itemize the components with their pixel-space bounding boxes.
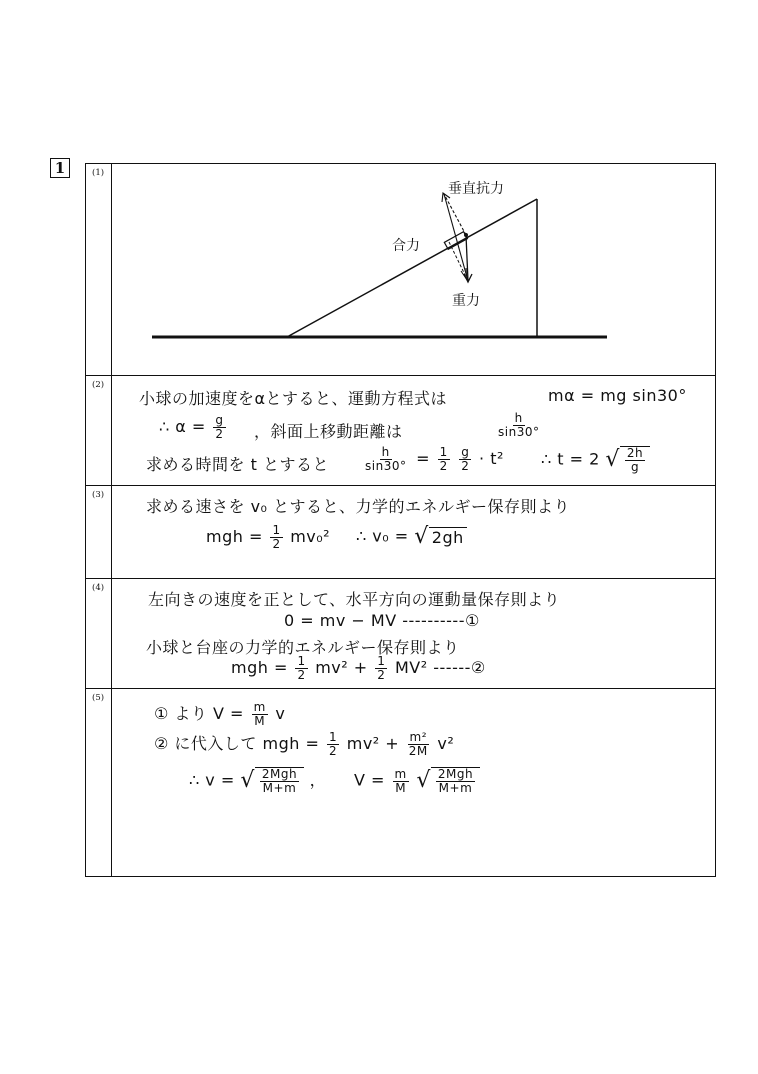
p5-line2-eq: ② に代入して mgh = $\frac{1}{2}$ mv² + $\frac{\text{m²}}{2M}$ v² [154,730,455,758]
p4-line2-eq: 0 = mv − MV ----------① [284,611,480,630]
p2-line2-frac: $\frac{h}{\sin 30^\circ}$ [498,411,540,439]
p4-line1-text: 左向きの速度を正として、水平方向の運動量保存則より [148,590,561,609]
p3-line2-result: ∴ v₀ = √ 2gh [356,526,467,548]
part-number: (4) [92,583,105,593]
part-number: (5) [92,693,105,703]
normal-force-label: 垂直抗力 [448,181,504,197]
p4-line3-text: 小球と台座の力学的エネルギー保存則より [146,638,460,657]
p5-line1-eq: ① より V = $\frac{m}{M}$ v [154,700,286,728]
p2-line2-text: ，斜面上移動距離は [254,422,403,441]
p2-line1-text: 小球の加速度をαとすると、運動方程式は [139,389,448,408]
p5-line3-eq: ∴ v = √ $\frac{\text{2Mgh}}{M+m}$ ， [189,767,327,795]
incline-diagram [86,164,715,376]
p3-line1-text: 求める速さを v₀ とすると、力学的エネルギー保存則より [146,497,571,516]
answer-row-3 [86,486,715,579]
answer-sheet [85,163,716,877]
gravity-label: 重力 [452,293,480,309]
part-number: (3) [92,490,105,500]
resultant-construction [444,194,468,281]
answer-row-2 [86,376,715,486]
p2-line3-eq: $\frac{h}{\sin 30^\circ}$ = $\frac{1}{2}$ $\frac{g}{2}$ · t² [365,445,504,473]
question-number: 1 [50,158,70,178]
answer-row-1 [86,164,715,376]
incline-slope [287,199,537,337]
normal-force-arrow [444,194,466,235]
part-number: (2) [92,380,105,390]
answer-row-4 [86,579,715,689]
p5-line3-V: V = $\frac{m}{M}$ √ $\frac{\text{2Mgh}}{M+m}$ [354,767,480,795]
part-number: (1) [92,168,105,178]
ball-on-slope [444,232,467,250]
p2-line2: ∴ α = $\frac{g}{2}$ [159,413,224,441]
p4-line4-eq: mgh = $\frac{1}{2}$ mv² + $\frac{1}{2}$ MV² ------② [231,654,486,682]
p2-line3-text: 求める時間を t とすると [146,455,329,474]
p2-line1-eq: mα = mg sin30° [548,386,687,405]
p3-line2-eq: mgh = $\frac{1}{2}$ mv₀² [206,523,331,551]
resultant-label: 合力 [392,238,420,254]
answer-row-5 [86,689,715,878]
p2-line3-result: ∴ t = 2 √ $\frac{2h}{g}$ [541,446,650,474]
